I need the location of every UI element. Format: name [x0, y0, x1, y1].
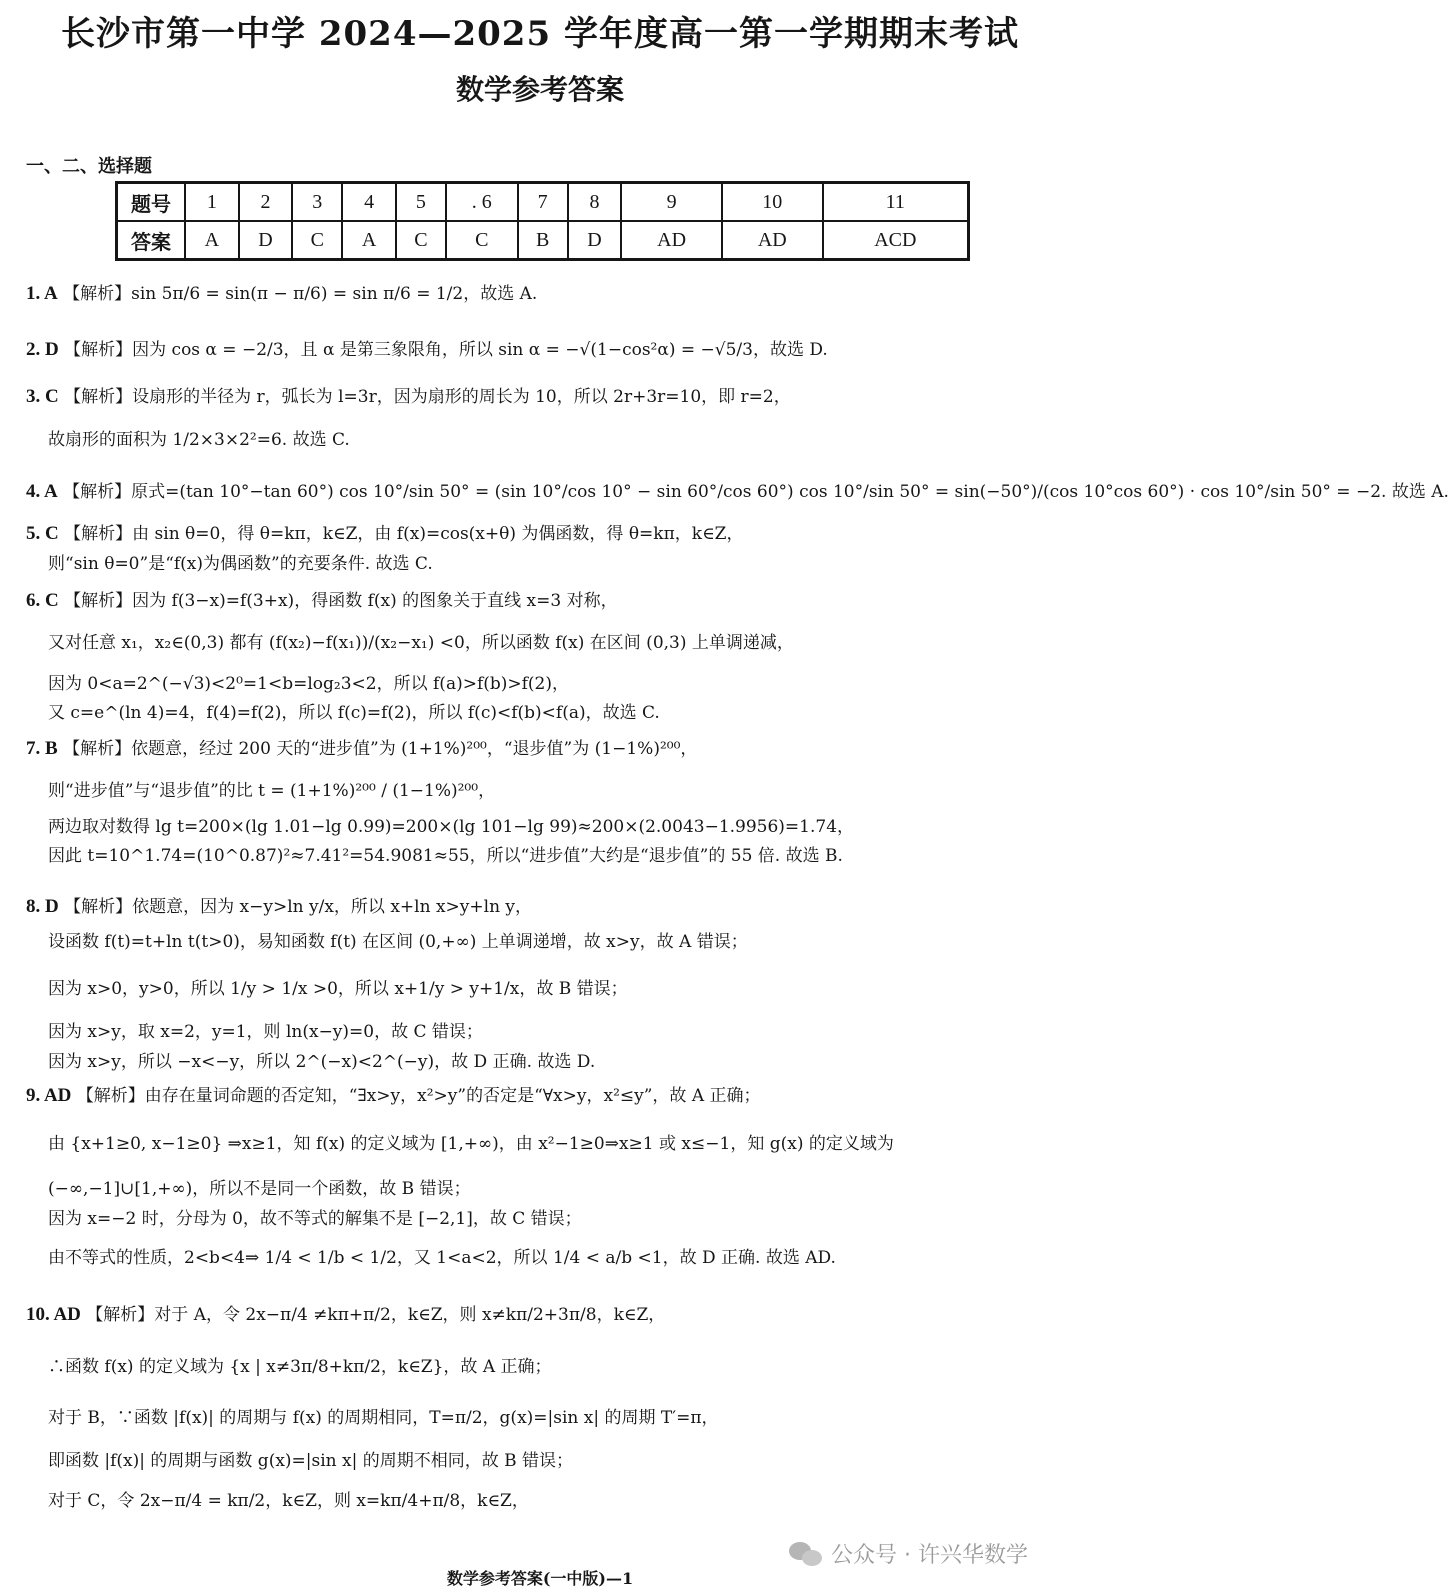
solution-line: 6. C 【解析】因为 f(3−x)=f(3+x)，得函数 f(x) 的图象关于直线 x=3 对称，: [26, 590, 618, 611]
answer-table-row-label: 答案: [117, 221, 186, 260]
solution-line: 对于 C，令 2x−π/4 = kπ/2，k∈Z，则 x=kπ/4+π/8，k∈Z，: [48, 1491, 529, 1511]
question-number-cell: 11: [823, 183, 969, 222]
answer-cell: AD: [722, 221, 823, 260]
solution-line: (−∞,−1]∪[1,+∞)，所以不是同一个函数，故 B 错误；: [48, 1179, 471, 1199]
question-number-cell: 3: [292, 183, 342, 222]
solution-line: 又对任意 x₁，x₂∈(0,3) 都有 (f(x₂)−f(x₁))/(x₂−x₁) <0，所以函数 f(x) 在区间 (0,3) 上单调递减，: [48, 633, 794, 653]
solution-line: 因此 t=10^1.74=(10^0.87)²≈7.41²=54.9081≈55，所以“进步值”大约是“退步值”的 55 倍. 故选 B.: [48, 846, 843, 866]
question-number-cell: 5: [396, 183, 446, 222]
solution-line: 即函数 |f(x)| 的周期与函数 g(x)=|sin x| 的周期不相同，故 B 错误；: [48, 1451, 574, 1471]
page-title: 长沙市第一中学 2024—2025 学年度高一第一学期期末考试: [61, 14, 1019, 54]
solution-line: 由不等式的性质，2<b<4⇒ 1/4 < 1/b < 1/2，又 1<a<2，所以 1/4 < a/b <1，故 D 正确. 故选 AD.: [48, 1248, 836, 1268]
solution-line: 设函数 f(t)=t+ln t(t>0)，易知函数 f(t) 在区间 (0,+∞) 上单调递增，故 x>y，故 A 错误；: [48, 932, 748, 952]
page-footer: 数学参考答案(一中版)—1: [446, 1569, 634, 1588]
watermark: [789, 1538, 1028, 1569]
solution-line: 对于 B，∵函数 |f(x)| 的周期与 f(x) 的周期相同，T=π/2，g(x)=|sin x| 的周期 T′=π，: [48, 1408, 719, 1428]
question-number-cell: 7: [518, 183, 568, 222]
question-number-cell: 9: [621, 183, 722, 222]
solution-line: 4. A 【解析】原式=(tan 10°−tan 60°) cos 10°/sin 50° = (sin 10°/cos 10° − sin 60°/cos 60°) cos 10°/sin 50° = sin(−50°)/(cos 10°cos 60°) · cos 10°/sin 50° = −2. 故选 A.: [26, 481, 1449, 502]
question-number-cell: 2: [239, 183, 293, 222]
solution-line: 两边取对数得 lg t=200×(lg 1.01−lg 0.99)=200×(lg 101−lg 99)≈200×(2.0043−1.9956)=1.74，: [48, 817, 855, 837]
answer-cell: D: [568, 221, 622, 260]
question-number-label: 10. AD: [26, 1304, 81, 1325]
question-number-cell: 10: [722, 183, 823, 222]
question-number-label: 1. A: [26, 283, 58, 304]
solution-line: 5. C 【解析】由 sin θ=0，得 θ=kπ，k∈Z，由 f(x)=cos(x+θ) 为偶函数，得 θ=kπ，k∈Z，: [26, 523, 744, 544]
solution-line: ∴函数 f(x) 的定义域为 {x | x≠3π/8+kπ/2，k∈Z}，故 A 正确；: [48, 1357, 552, 1377]
answer-cell: C: [396, 221, 446, 260]
answer-cell: C: [292, 221, 342, 260]
question-number-label: 3. C: [26, 386, 59, 407]
page-subtitle: 数学参考答案: [455, 73, 624, 106]
answer-cell: A: [185, 221, 239, 260]
question-number-cell: 1: [185, 183, 239, 222]
section-heading: 一、二、选择题: [26, 156, 152, 177]
answer-table-number-row: [117, 183, 969, 222]
question-number-label: 7. B: [26, 738, 58, 759]
question-number-label: 9. AD: [26, 1085, 72, 1106]
solution-line: 因为 x>y，所以 −x<−y，所以 2^(−x)<2^(−y)，故 D 正确. 故选 D.: [48, 1052, 596, 1072]
solution-line: 因为 x=−2 时，分母为 0，故不等式的解集不是 [−2,1]，故 C 错误；: [48, 1209, 582, 1229]
wechat-icon: [789, 1540, 823, 1568]
solution-line: 故扇形的面积为 1/2×3×2²=6. 故选 C.: [48, 430, 350, 450]
answer-cell: D: [239, 221, 293, 260]
question-number-cell: 8: [568, 183, 622, 222]
question-number-cell: 4: [342, 183, 396, 222]
solution-line: 9. AD 【解析】由存在量词命题的否定知，“∃x>y，x²>y”的否定是“∀x>y，x²≤y”，故 A 正确；: [26, 1085, 761, 1106]
question-number-cell: . 6: [446, 183, 518, 222]
solution-line: 10. AD 【解析】对于 A，令 2x−π/4 ≠kπ+π/2，k∈Z，则 x≠kπ/2+3π/8，k∈Z，: [26, 1304, 666, 1325]
solution-line: 由 {x+1≥0, x−1≥0} ⇒x≥1，知 f(x) 的定义域为 [1,+∞)，由 x²−1≥0⇒x≥1 或 x≤−1，知 g(x) 的定义域为: [48, 1134, 894, 1154]
answer-cell: A: [342, 221, 396, 260]
watermark-text: 公众号 · 许兴华数学: [831, 1543, 1028, 1568]
solution-line: 因为 x>y，取 x=2，y=1，则 ln(x−y)=0，故 C 错误；: [48, 1022, 483, 1042]
question-number-label: 4. A: [26, 481, 58, 502]
solution-line: 8. D 【解析】依题意，因为 x−y>ln y/x，所以 x+ln x>y+ln y，: [26, 896, 533, 917]
solution-line: 7. B 【解析】依题意，经过 200 天的“进步值”为 (1+1%)²⁰⁰，“退步值”为 (1−1%)²⁰⁰，: [26, 738, 698, 759]
solution-line: 1. A 【解析】sin 5π/6 = sin(π − π/6) = sin π/6 = 1/2，故选 A.: [26, 283, 538, 304]
question-number-label: 2. D: [26, 339, 59, 360]
solution-line: 3. C 【解析】设扇形的半径为 r，弧长为 l=3r，因为扇形的周长为 10，所以 2r+3r=10，即 r=2，: [26, 386, 791, 407]
answer-cell: AD: [621, 221, 722, 260]
question-number-label: 6. C: [26, 590, 59, 611]
answer-table-answer-row: [117, 221, 969, 260]
solution-line: 因为 x>0，y>0，所以 1/y > 1/x >0，所以 x+1/y > y+1/x，故 B 错误；: [48, 979, 628, 999]
solution-line: 又 c=e^(ln 4)=4，f(4)=f(2)，所以 f(c)=f(2)，所以 f(c)<f(b)<f(a)，故选 C.: [48, 703, 660, 723]
solution-line: 因为 0<a=2^(−√3)<2⁰=1<b=log₂3<2，所以 f(a)>f(b)>f(2)，: [48, 674, 570, 694]
answer-cell: C: [446, 221, 518, 260]
solution-line: 则“sin θ=0”是“f(x)为偶函数”的充要条件. 故选 C.: [48, 554, 433, 574]
question-number-label: 5. C: [26, 523, 59, 544]
answer-cell: B: [518, 221, 568, 260]
answer-table-row-label: 题号: [117, 183, 186, 222]
solution-line: 则“进步值”与“退步值”的比 t = (1+1%)²⁰⁰ / (1−1%)²⁰⁰，: [48, 781, 496, 801]
answer-table: [115, 181, 970, 261]
answer-cell: ACD: [823, 221, 969, 260]
solution-line: 2. D 【解析】因为 cos α = −2/3，且 α 是第三象限角，所以 sin α = −√(1−cos²α) = −√5/3，故选 D.: [26, 339, 828, 360]
question-number-label: 8. D: [26, 896, 59, 917]
